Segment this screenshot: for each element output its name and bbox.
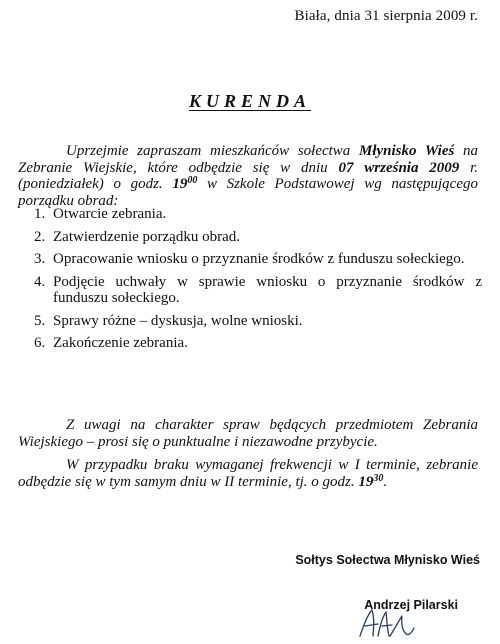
punctuality-note: Z uwagi na charakter spraw będących przedmiotem Zebrania Wiejskiego – prosi się o punktualne i niezawodne przybycie.: [18, 417, 478, 450]
agenda-item: [34, 274, 482, 307]
quorum-note: [18, 457, 478, 490]
second-term-hour-value: 19: [358, 473, 374, 490]
agenda-item-text: Opracowanie wniosku o przyznanie środków z funduszu sołeckiego.: [53, 251, 465, 267]
meeting-date: 07 września 2009: [338, 159, 460, 176]
agenda-item-number: 3.: [34, 251, 46, 267]
village-name: Młynisko Wieś: [358, 143, 455, 159]
signatory-office: Sołtys Sołectwa Młynisko Wieś: [295, 553, 480, 567]
intro-part4: w Szkole Podstawowej wg następującego porządku obrad:: [18, 176, 478, 209]
intro-part3: r. (poniedziałek) o godz.: [18, 159, 479, 192]
signatory-name: Andrzej Pilarski: [364, 598, 458, 612]
title-text: KURENDA: [188, 91, 312, 111]
dateline: Biała, dnia 31 sierpnia 2009 r.: [294, 8, 478, 24]
agenda-item-number: 6.: [34, 335, 46, 351]
second-term-hour: [358, 474, 383, 490]
document-title: [0, 91, 500, 112]
agenda-item-number: 2.: [34, 228, 46, 245]
agenda-item-text: Zatwierdzenie porządku obrad.: [53, 228, 240, 245]
meeting-hour-value: 19: [172, 176, 188, 192]
intro-part1: Uprzejmie zapraszam mieszkańców sołectwa: [66, 143, 359, 159]
agenda-item-text: Otwarcie zebrania.: [53, 206, 167, 222]
handwritten-signature-icon: [356, 606, 416, 640]
intro-part2: na Zebranie Wiejskie, które odbędzie się w dniu: [18, 143, 479, 176]
agenda-item-text: Podjęcie uchwały w sprawie wniosku o przyznanie środków z funduszu sołeckiego.: [53, 273, 482, 306]
agenda-item-number: 4.: [34, 273, 46, 290]
agenda-item-number: 1.: [34, 206, 46, 222]
meeting-minutes: 00: [187, 175, 198, 186]
agenda-list: [34, 206, 482, 358]
agenda-item: [34, 335, 482, 352]
agenda-item-text: Zakończenie zebrania.: [53, 335, 188, 351]
second-term-minutes: 30: [373, 472, 384, 484]
quorum-end: .: [383, 473, 388, 490]
agenda-item-number: 5.: [34, 312, 46, 329]
agenda-item-text: Sprawy różne – dyskusja, wolne wnioski.: [53, 312, 303, 329]
agenda-item: [34, 313, 482, 330]
invitation-paragraph: [18, 143, 478, 209]
agenda-item: [34, 251, 482, 268]
quorum-text: W przypadku braku wymaganej frekwencji w I terminie, zebranie odbędzie się w tym samym dniu w II terminie, tj. o godz.: [18, 457, 478, 490]
agenda-item: [34, 229, 482, 246]
meeting-hour: [172, 176, 197, 192]
agenda-item: [34, 206, 482, 223]
